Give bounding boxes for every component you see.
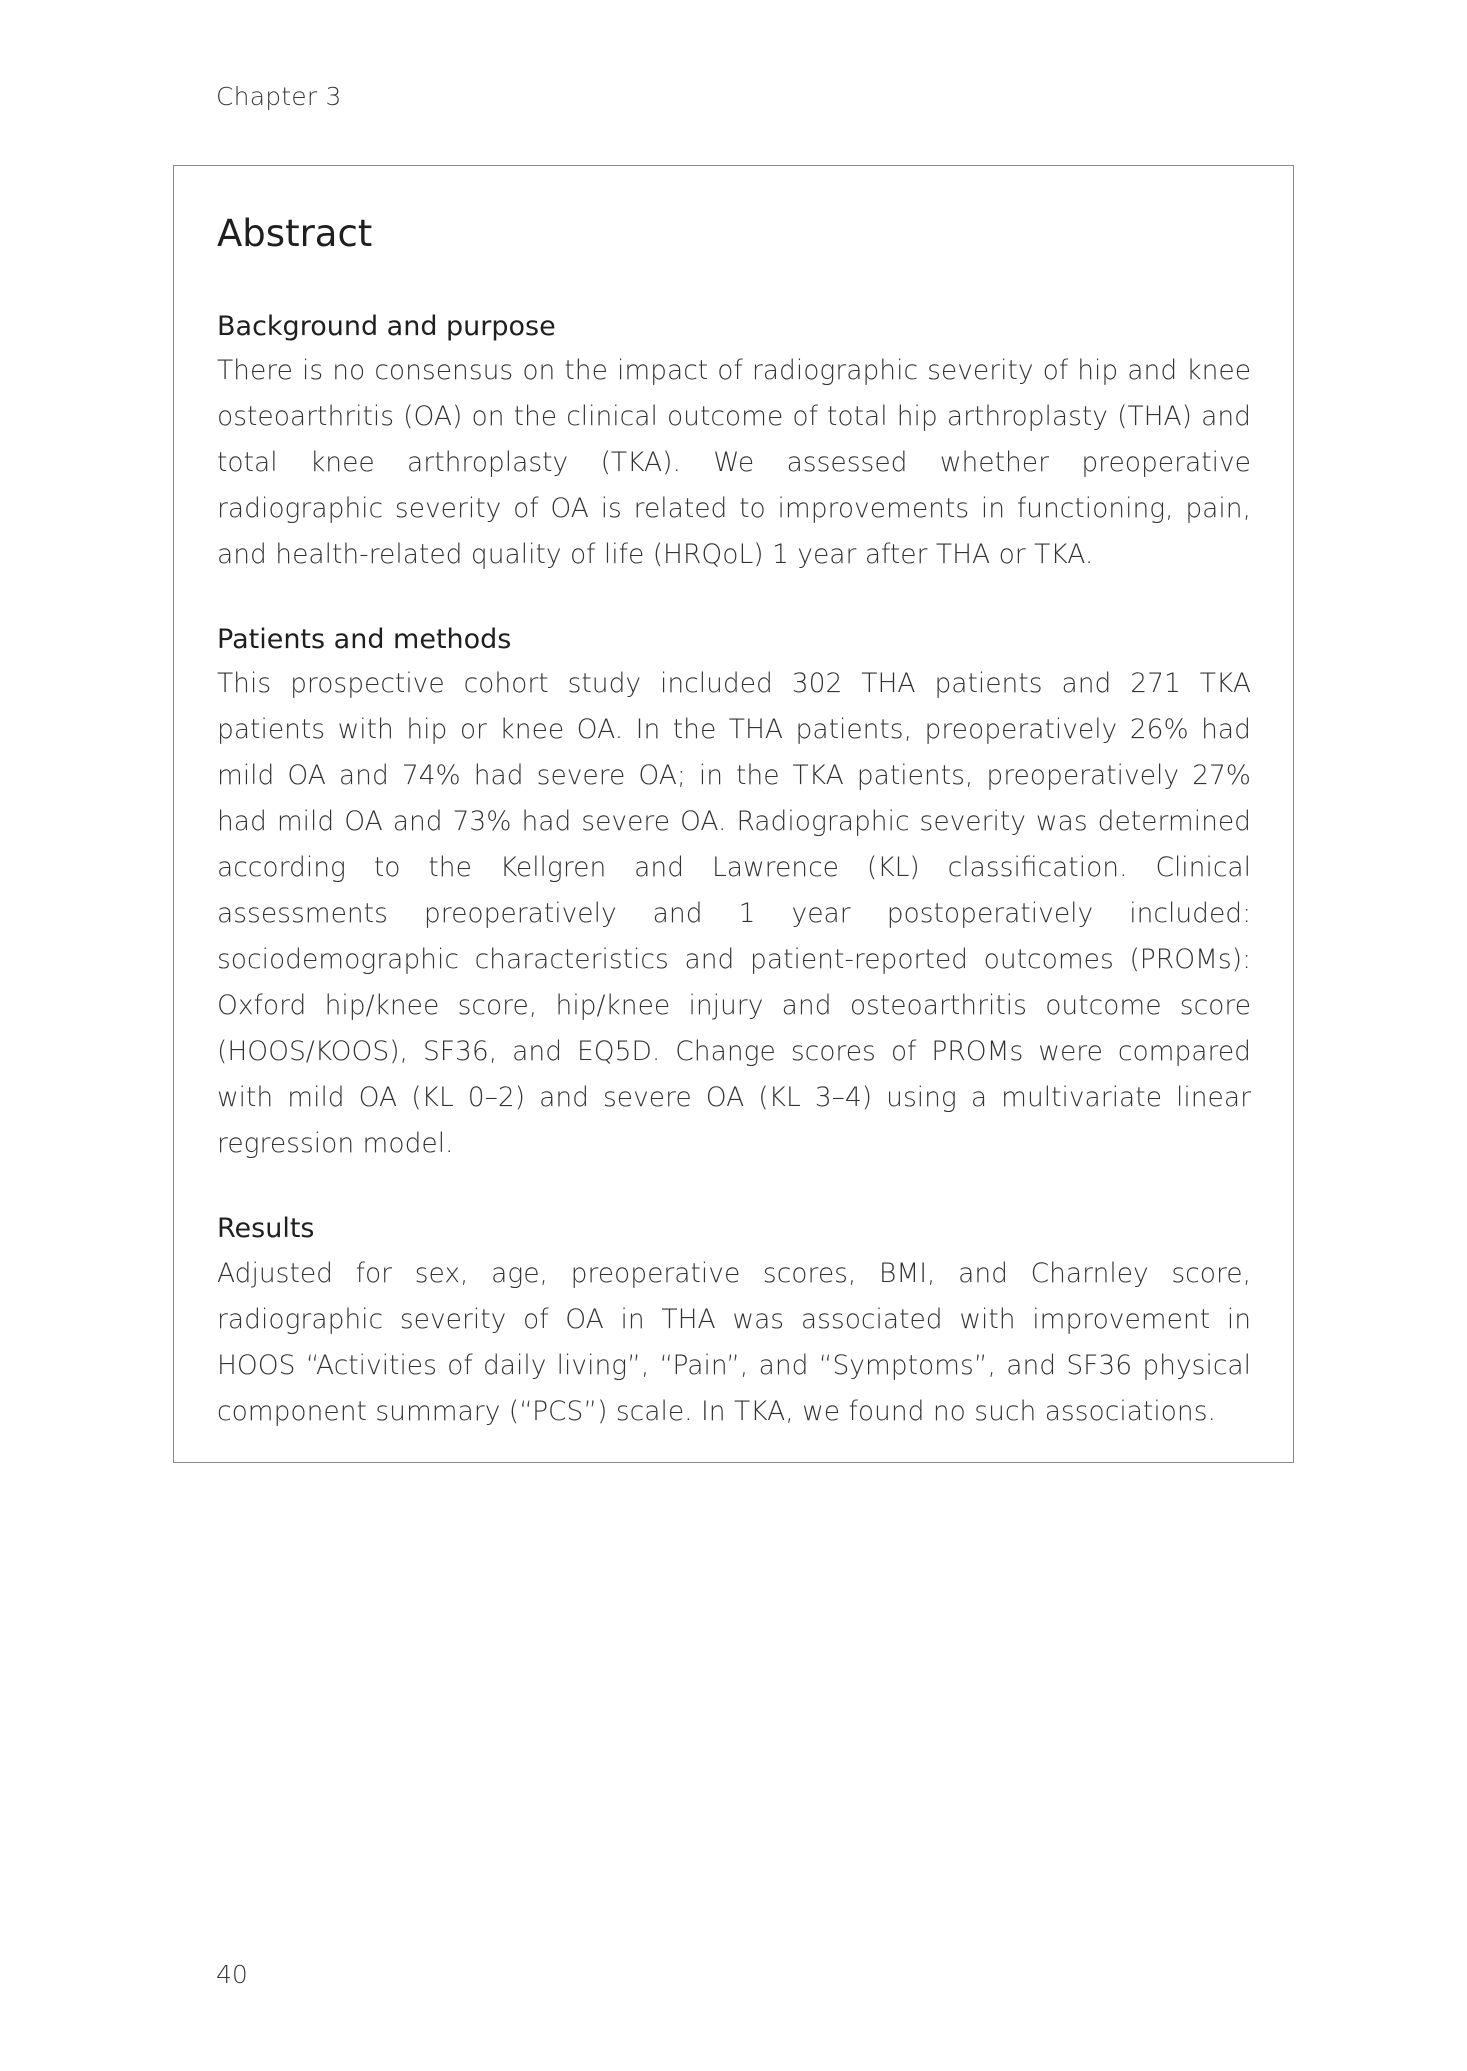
running-header: Chapter 3 bbox=[216, 82, 342, 111]
section-heading: Background and purpose bbox=[217, 310, 556, 342]
section-body: This prospective cohort study included 302 THA patients and 271 TKA patients with hip or knee OA. In the THA patients, preoperatively 26% had mild OA and 74% had severe OA; in the TKA patients, preoperatively 27% had mild OA and 73% had severe OA. Radiographic severity was determined according to the Kellgren and Lawrence (KL) classification. Clinical assessments preoperatively and 1 year postoperatively included: sociodemographic characteristics and patient-reported outcomes (PROMs): Oxford hip/knee score, hip/knee injury and osteoarthritis outcome score (HOOS/KOOS), SF36, and EQ5D. Change scores of PROMs were compared with mild OA (KL 0–2) and severe OA (KL 3–4) using a multivariate linear regression model. bbox=[217, 668, 1251, 1160]
abstract-content bbox=[217, 214, 1251, 1481]
section-heading: Patients and methods bbox=[217, 624, 512, 656]
section-body: There is no consensus on the impact of radiographic severity of hip and knee osteoarthritis (OA) on the clinical outcome of total hip arthroplasty (THA) and total knee arthroplasty (TKA). We assessed whether preoperative radiographic severity of OA is related to improvements in functioning, pain, and health-related quality of life (HRQoL) 1 year after THA or TKA. bbox=[217, 355, 1251, 571]
section-patients-methods bbox=[217, 624, 1251, 1167]
section-background bbox=[217, 311, 1251, 578]
page-number: 40 bbox=[216, 1960, 248, 1989]
abstract-title: Abstract bbox=[217, 212, 373, 255]
section-body: Adjusted for sex, age, preoperative scores, BMI, and Charnley score, radiographic severity of OA in THA was associated with improvement in HOOS “Activities of daily living”, “Pain”, and “Symptoms”, and SF36 physical component summary (“PCS”) scale. In TKA, we found no such associations. bbox=[217, 1257, 1251, 1427]
section-results bbox=[217, 1213, 1251, 1434]
abstract-box bbox=[173, 165, 1294, 1463]
section-heading: Results bbox=[217, 1213, 315, 1245]
